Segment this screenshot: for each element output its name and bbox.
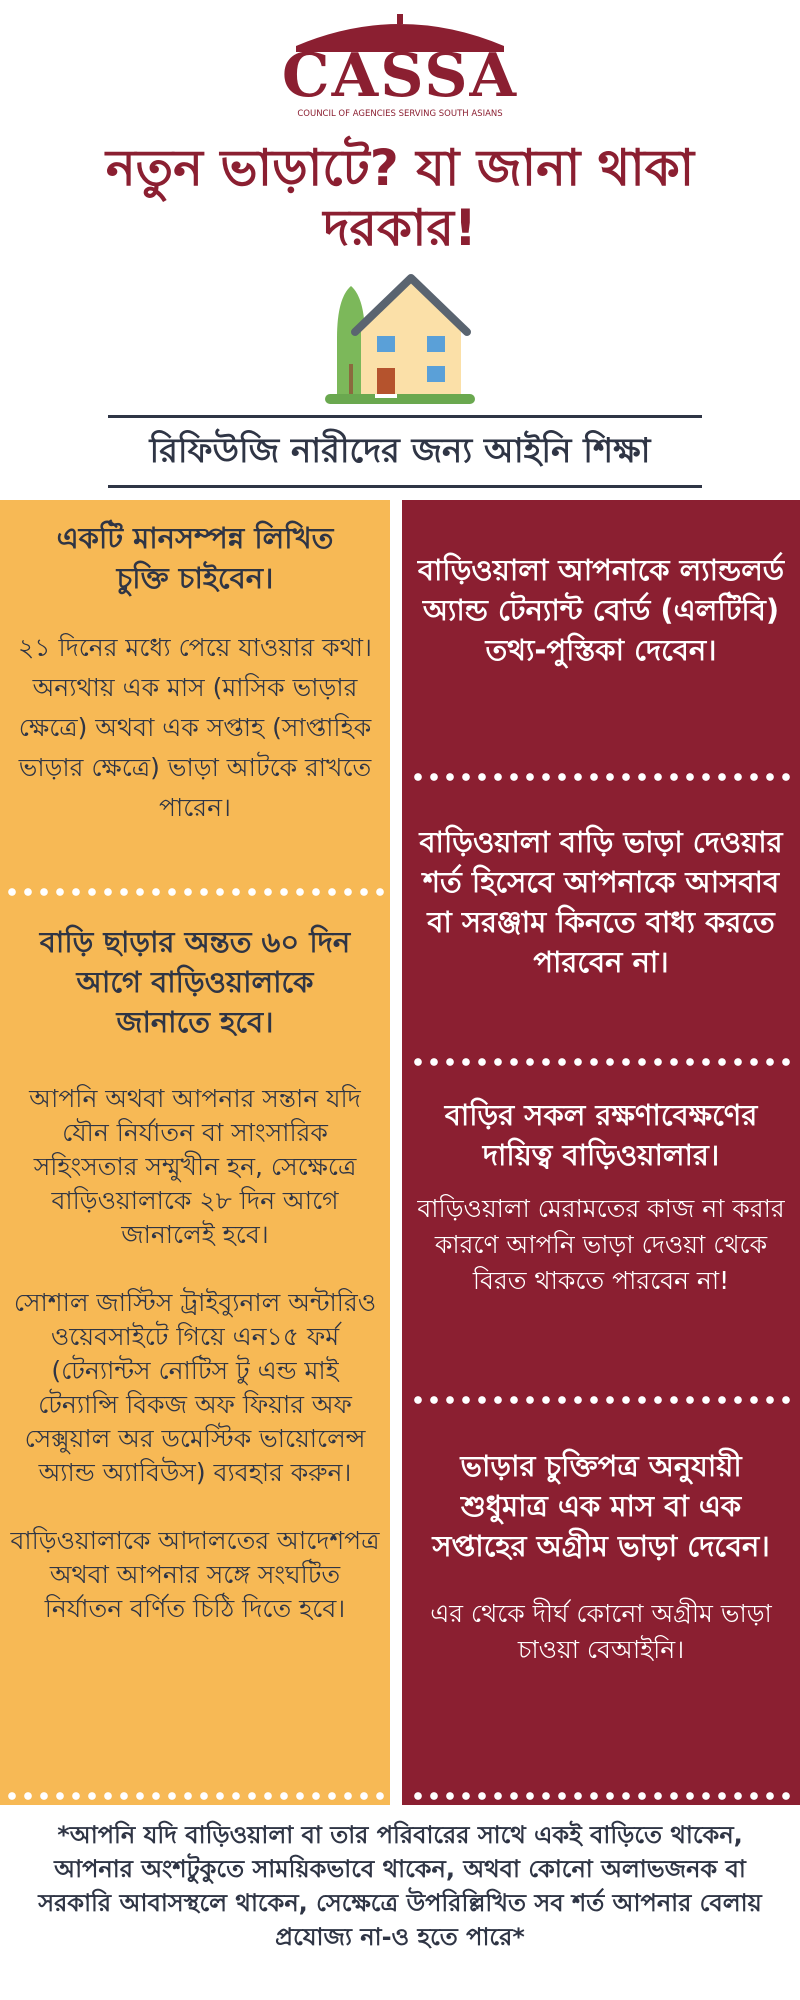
section-text: বাড়িওয়ালা মেরামতের কাজ না করার কারণে আপনি ভাড়া দেওয়া থেকে বিরত থাকতে পারবেন না!: [417, 1194, 785, 1295]
dotted-separator: [4, 888, 386, 896]
page-title: নতুন ভাড়াটে? যা জানা থাকা দরকার!: [105, 139, 695, 257]
dotted-separator: [410, 1792, 794, 1800]
right-section-ltb-brochure: [412, 550, 790, 670]
section-heading: বাড়ির সকল রক্ষণাবেক্ষণের দায়িত্ব বাড়িওয়ালার।: [444, 1098, 758, 1172]
subtitle: রিফিউজি নারীদের জন্য আইনি শিক্ষা: [149, 431, 651, 471]
right-section-advance-rent: [412, 1446, 790, 1668]
section-text: আপনি অথবা আপনার সন্তান যদি যৌন নির্যাতন বা সাংসারিক সহিংসতার সম্মুখীন হন, সেক্ষেত্রে বাড়িওয়ালাকে ২৮ দিন আগে জানালেই হবে।: [29, 1084, 361, 1249]
dotted-separator: [410, 773, 794, 781]
section-heading: ভাড়ার চুক্তিপত্র অনুযায়ী শুধুমাত্র এক মাস বা এক সপ্তাহের অগ্রীম ভাড়া দেবেন।: [432, 1449, 770, 1563]
divider-bottom: [108, 485, 702, 488]
section-heading: বাড়িওয়ালা আপনাকে ল্যান্ডলর্ড অ্যান্ড টেন্যান্ট বোর্ড (এলটিবি) তথ্য-পুস্তিকা দেবেন।: [417, 553, 785, 667]
section-text: বাড়িওয়ালাকে আদালতের আদেশপত্র অথবা আপনার সঙ্গে সংঘটিত নির্যাতন বর্ণিত চিঠি দিতে হবে।: [10, 1526, 380, 1623]
cassa-logo: [0, 8, 800, 126]
dotted-separator: [4, 1792, 386, 1800]
section-text: ২১ দিনের মধ্যে পেয়ে যাওয়ার কথা। অন্যথায় এক মাস (মাসিক ভাড়ার ক্ষেত্রে) অথবা এক সপ্তাহ (সাপ্তাহিক ভাড়ার ক্ষেত্রে) ভাড়া আটকে রাখতে পারেন।: [18, 633, 372, 822]
house-icon: [315, 268, 485, 408]
divider-top: [108, 415, 702, 418]
section-text: সোশাল জাস্টিস ট্রাইব্যুনাল অন্টারিও ওয়েবসাইটে গিয়ে এন১৫ ফর্ম (টেন্যান্টস নোটিস টু এন্ড মাই টেন্যান্সি বিকজ অফ ফিয়ার অফ সেক্সুয়াল অর ডমেস্টিক ভায়োলেন্স অ্যান্ড অ্যাবিউস) ব্যবহার করুন।: [13, 1288, 377, 1487]
section-heading: বাড়ি ছাড়ার অন্তত ৬০ দিন আগে বাড়িওয়ালাকে জানাতে হবে।: [39, 925, 351, 1039]
section-heading: একটি মানসম্পন্ন লিখিত চুক্তি চাইবেন।: [56, 521, 334, 595]
section-text: এর থেকে দীর্ঘ কোনো অগ্রীম ভাড়া চাওয়া বেআইনি।: [430, 1599, 772, 1664]
logo-tagline: COUNCIL OF AGENCIES SERVING SOUTH ASIANS: [297, 109, 503, 119]
right-section-maintenance: [412, 1095, 790, 1299]
section-heading: বাড়িওয়ালা বাড়ি ভাড়া দেওয়ার শর্ত হিসেবে আপনাকে আসবাব বা সরঞ্জাম কিনতে বাধ্য করতে পারবেন না।: [419, 825, 783, 979]
dotted-separator: [410, 1058, 794, 1066]
left-section-notice: [10, 922, 380, 1626]
dotted-separator: [410, 1396, 794, 1404]
right-section-furniture: [412, 822, 790, 982]
footer-note: *আপনি যদি বাড়িওয়ালা বা তার পরিবারের সাথে একই বাড়িতে থাকেন, আপনার অংশটুকুতে সাময়িকভাবে থাকেন, অথবা কোনো অলাভজনক বা সরকারি আবাসস্থলে থাকেন, সেক্ষেত্রে উপরিল্লিখিত সব শর্ত আপনার বেলায় প্রযোজ্য না-ও হতে পারে*: [38, 1821, 762, 1951]
left-section-written-agreement: [10, 518, 380, 828]
logo-wordmark: CASSA: [281, 41, 519, 111]
